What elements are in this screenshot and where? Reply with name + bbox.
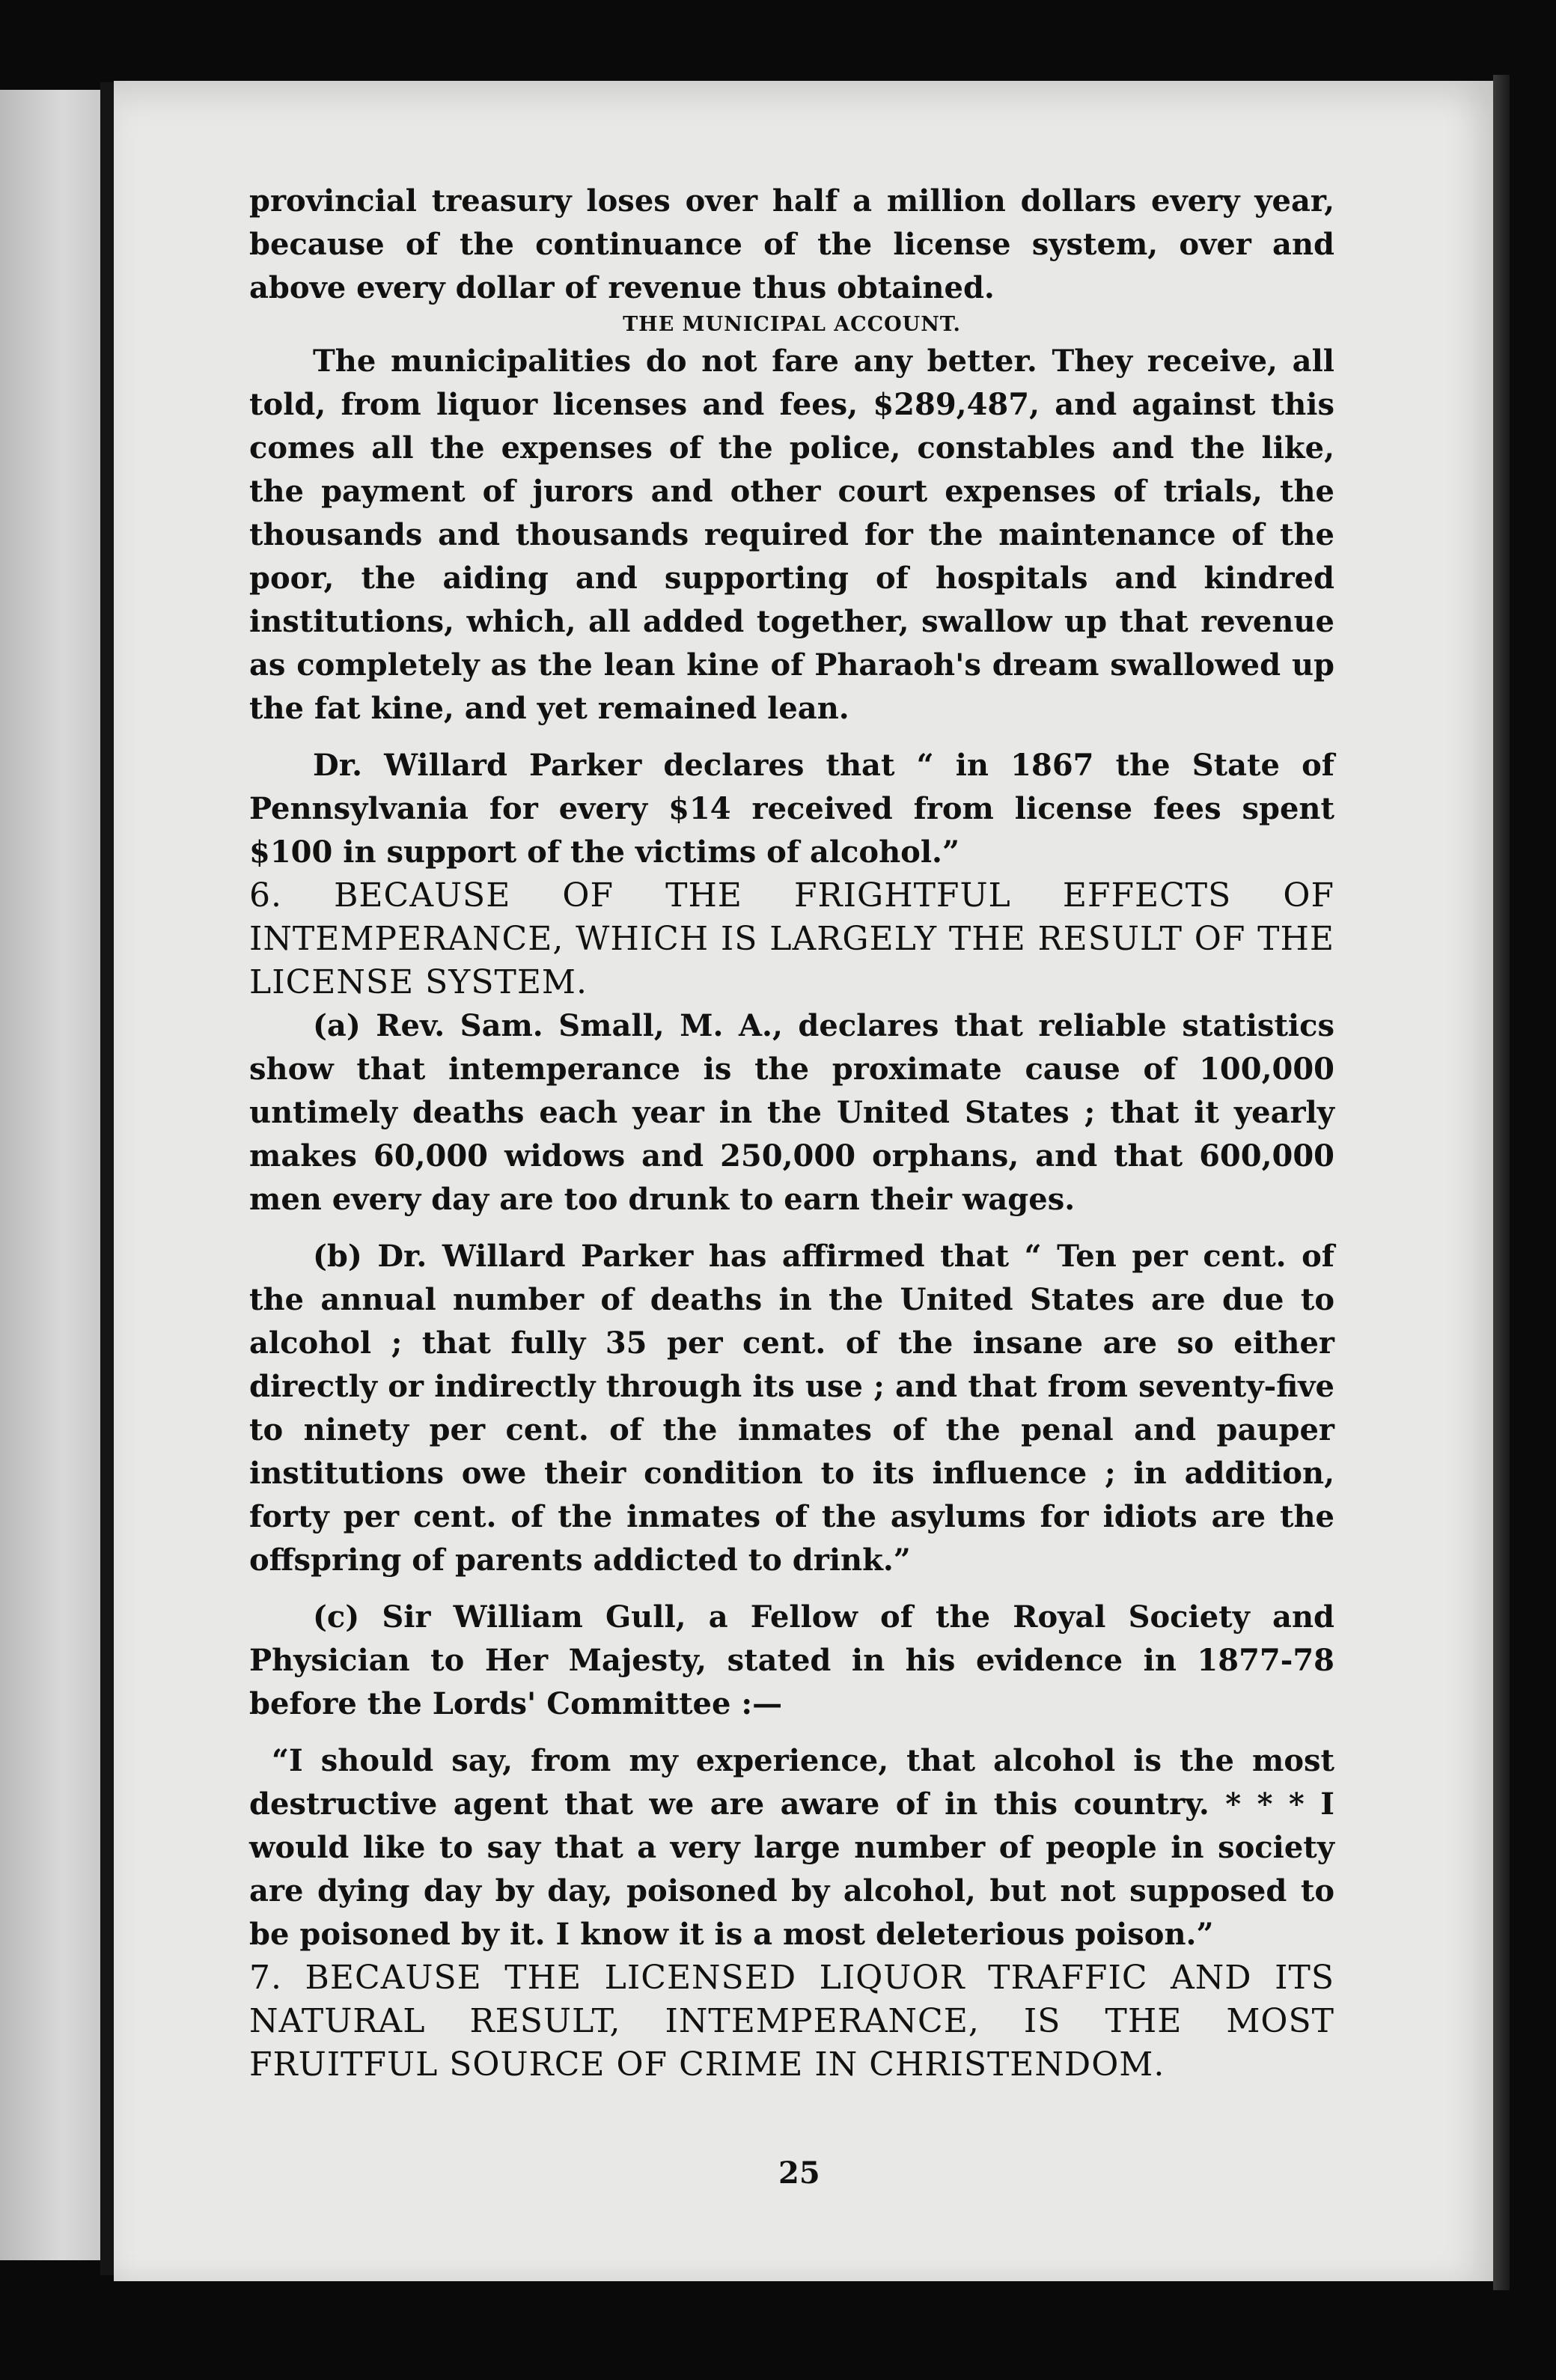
paragraph-b-willard-parker: (b) Dr. Willard Parker has affirmed that “ Ten per cent. of the annual number of deaths in the United States are due to alcohol ; that fully 35 per cent. of the insane are so either directly or indirectly through its use ; and that from seventy-five to ninety per cent. of the inmates of the penal and pauper institutions owe their condition to its influence ; in addition, forty per cent. of the inmates of the asylums for idiots are the offspring of parents addicted to drink.” bbox=[249, 1239, 1334, 1578]
section-heading-7: 7. BECAUSE THE LICENSED LIQUOR TRAFFIC AND ITS NATURAL RESULT, INTEMPERANCE, IS THE MOST FRUITFUL SOURCE OF CRIME IN CHRISTENDOM. bbox=[249, 1959, 1334, 2084]
page-text-block bbox=[249, 180, 1334, 2087]
quote-william-gull: “I should say, from my experience, that alcohol is the most destructive agent that we are aware of in this country. * * * I would like to say that a very large number of people in society are dying day by day, poisoned by alcohol, but not supposed to be poisoned by it. I know it is a most deleterious poison.” bbox=[249, 1743, 1334, 1952]
page-number: 25 bbox=[778, 2155, 820, 2191]
paragraph-a-sam-small: (a) Rev. Sam. Small, M. A., declares that reliable statistics show that intemperance is the proximate cause of 100,000 untimely deaths each year in the United States ; that it yearly makes 60,000 widows and 250,000 orphans, and that 600,000 men every day are too drunk to earn their wages. bbox=[249, 1008, 1334, 1217]
book-gutter bbox=[100, 82, 115, 2275]
page-edge-shadow bbox=[1493, 75, 1510, 2290]
facing-page-edge bbox=[0, 90, 103, 2260]
paragraph-c-william-gull: (c) Sir William Gull, a Fellow of the Royal Society and Physician to Her Majesty, stated in his evidence in 1877-78 before the Lords' Committee :— bbox=[249, 1599, 1334, 1721]
paragraph-provincial-treasury: provincial treasury loses over half a million dollars every year, because of the continuance of the license system, over and above every dollar of revenue thus obtained. bbox=[249, 183, 1334, 305]
paragraph-willard-parker-pennsylvania: Dr. Willard Parker declares that “ in 1867 the State of Pennsylvania for every $14 received from license fees spent $100 in support of the victims of alcohol.” bbox=[249, 748, 1334, 870]
paragraph-municipalities: The municipalities do not fare any better. They receive, all told, from liquor licenses and fees, $289,487, and against this comes all the expenses of the police, constables and the like, the payment of jurors and other court expenses of trials, the thousands and thousands required for the maintenance of the poor, the aiding and supporting of hospitals and kindred institutions, which, all added together, swallow up that revenue as completely as the lean kine of Pharaoh's dream swallowed up the fat kine, and yet remained lean. bbox=[249, 344, 1334, 726]
heading-municipal-account: THE MUNICIPAL ACCOUNT. bbox=[623, 313, 961, 336]
section-heading-6: 6. BECAUSE OF THE FRIGHTFUL EFFECTS OF INTEMPERANCE, WHICH IS LARGELY THE RESULT OF THE LICENSE SYSTEM. bbox=[249, 876, 1334, 1001]
